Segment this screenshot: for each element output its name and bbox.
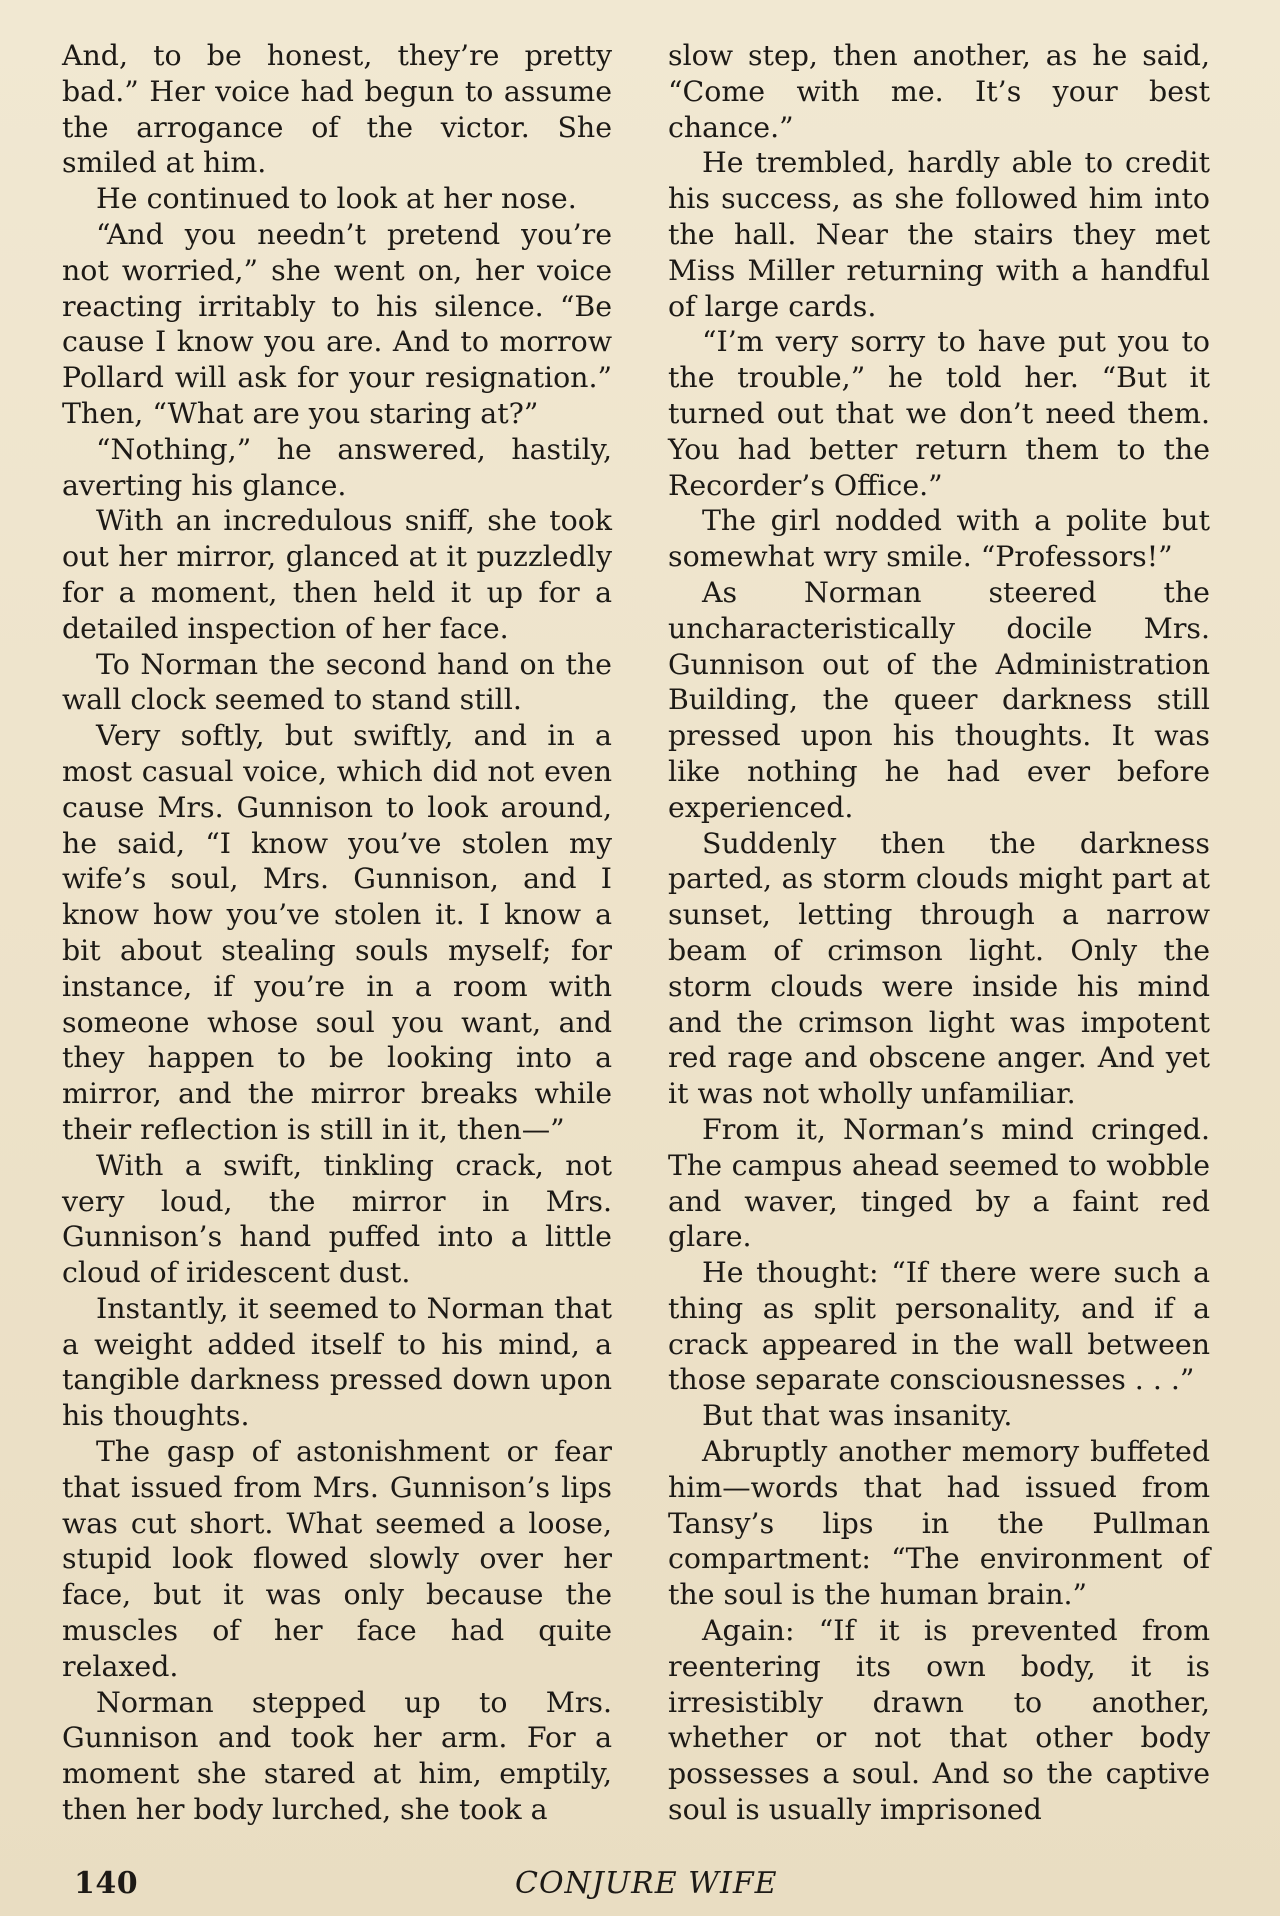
paragraph: Instantly, it seemed to Norman that a weight added itself to his mind, a tangible darkness pressed down upon his thoughts.: [62, 1291, 612, 1433]
paragraph: But that was insanity.: [702, 1399, 1013, 1433]
paragraph: The girl nodded with a polite but somewhat wry smile. “Professors!”: [668, 504, 1210, 574]
paragraph: He thought: “If there were such a thing as split personality, and if a crack appeared in the wall between those separate consciousnesses . . .”: [668, 1256, 1210, 1397]
paragraph: “I’m very sorry to have put you to the trouble,” he told her. “But it turned out that we don’t need them. You had better return them to the Recorder’s Office.”: [668, 325, 1210, 502]
right-text-column: [668, 38, 1210, 1828]
paragraph: With an incredulous sniff, she took out her mirror, glanced at it puzzledly for a moment, then held it up for a detailed inspection of her face.: [62, 504, 612, 645]
paragraph: As Norman steered the uncharacteristically docile Mrs. Gunnison out of the Administration Building, the queer darkness still pressed upon his thoughts. It was like nothing he had ever before experienced.: [668, 575, 1210, 824]
paragraph: With a swift, tinkling crack, not very loud, the mirror in Mrs. Gunnison’s hand puffed into a little cloud of iridescent dust.: [62, 1148, 612, 1290]
paragraph: “And you needn’t pretend you’re not worried,” she went on, her voice reacting irritably to his silence. “Be cause I know you are. And to morrow Pollard will ask for your resignation.” Then, “What are you staring at?”: [62, 217, 612, 430]
paragraph: From it, Norman’s mind cringed. The campus ahead seemed to wobble and waver, tinged by a faint red glare.: [668, 1112, 1210, 1254]
paragraph: To Norman the second hand on the wall clock seemed to stand still.: [62, 647, 612, 717]
paragraph: Abruptly another memory buffeted him—words that had issued from Tansy’s lips in the Pullman compartment: “The environment of the soul is the human brain.”: [668, 1435, 1210, 1612]
paragraph: slow step, then another, as he said, “Come with me. It’s your best chance.”: [668, 39, 1210, 144]
paragraph: The gasp of astonishment or fear that issued from Mrs. Gunnison’s lips was cut short. What seemed a loose, stupid look flowed slowly over her face, but it was only because the muscles of her face had quite relaxed.: [62, 1435, 612, 1683]
page-footer: [0, 1866, 1280, 1906]
paragraph: Very softly, but swiftly, and in a most casual voice, which did not even cause Mrs. Gunnison to look around, he said, “I know you’ve stolen my wife’s soul, Mrs. Gunnison, and I know how you’ve stolen it. I know a bit about stealing souls myself; for instance, if you’re in a room with someone whose soul you want, and they happen to be looking into a mirror, and the mirror breaks while their reflection is still in it, then—”: [62, 719, 612, 1146]
paragraph: He trembled, hardly able to credit his success, as she followed him into the hall. Near the stairs they met Miss Miller returning with a handful of large cards.: [668, 146, 1210, 323]
running-title: CONJURE WIFE: [515, 1866, 778, 1901]
left-text-column: [62, 38, 612, 1828]
page-number: 140: [74, 1866, 139, 1901]
paragraph: Norman stepped up to Mrs. Gunnison and took her arm. For a moment she stared at him, emptily, then her body lurched, she took a: [62, 1685, 612, 1827]
paragraph: “Nothing,” he answered, hastily, averting his glance.: [62, 432, 612, 502]
paragraph: And, to be honest, they’re pretty bad.” Her voice had begun to assume the arrogance of the victor. She smiled at him.: [62, 39, 612, 180]
paragraph: He continued to look at her nose.: [96, 182, 577, 216]
paragraph: Suddenly then the darkness parted, as storm clouds might part at sunset, letting through a narrow beam of crimson light. Only the storm clouds were inside his mind and the crimson light was impotent red rage and obscene anger. And yet it was not wholly unfamiliar.: [668, 826, 1210, 1111]
paragraph: Again: “If it is prevented from reentering its own body, it is irresistibly drawn to another, whether or not that other body possesses a soul. And so the captive soul is usually imprisoned: [668, 1614, 1210, 1827]
